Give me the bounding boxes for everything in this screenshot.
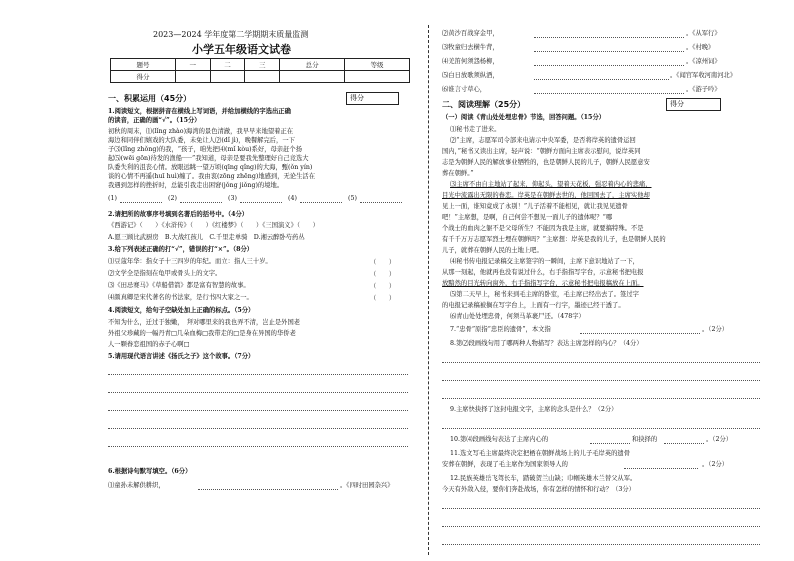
score-col-header: 一 <box>175 59 210 71</box>
q11-end: 。（2分） <box>702 461 729 468</box>
passage-line: 儿子，就葬在朝鲜人民的土地上吧。 <box>442 247 543 254</box>
poem-source: 。《村晚》 <box>686 44 715 51</box>
q7-blank[interactable] <box>580 333 700 334</box>
poem-source: 。《游子吟》 <box>686 86 721 93</box>
q1-title-2: 的读音，正确的画“√”。（15分） <box>108 117 201 124</box>
q3-item: ⑷颜真卿是宋代著名的书法家，是行书四大家之一。 <box>108 294 253 301</box>
q7-text: 7.“忠骨”原指“忠臣的遗骨”，本文指 <box>450 326 551 333</box>
passage-line: ⑶主席不由自主地站了起来，仰起头，望着天花板，强忍着内心的悲痛， <box>450 181 652 188</box>
column-divider <box>428 25 429 555</box>
q10-end: 。（2分） <box>706 436 733 443</box>
q3-item: ⑴豆蔻年华：指女子十三四岁的年纪。而立：指人三十岁。 <box>108 258 272 265</box>
section1-score-box[interactable] <box>346 92 399 105</box>
q11-blank[interactable] <box>624 468 698 469</box>
q8-answer-line[interactable] <box>442 398 760 399</box>
q1-blank-line[interactable] <box>300 202 342 203</box>
q3-answer-paren[interactable]: （ ） <box>370 259 396 266</box>
passage-line: 葬在朝鲜。” <box>442 170 474 177</box>
q10-blank[interactable] <box>590 443 630 444</box>
q4-title: 4.阅读短文，给句子空缺处加上正确的标点。（5分） <box>108 307 255 314</box>
score-table <box>110 58 410 83</box>
poem-source: 。《从军行》 <box>686 30 721 37</box>
passage-line: 目光中流露出无限的眷恋。岸英是在朝鲜去世的，他回国去了，主席实他却 <box>442 192 650 199</box>
reading-title: （一）阅读《青山处处埋忠骨》节选，回答问题。（15分） <box>442 114 606 121</box>
q6-poem-head: ⑴童孙未解供耕织， <box>108 482 165 489</box>
section1-title: 一、积累运用（45分） <box>108 94 192 103</box>
poem-blank[interactable] <box>534 37 684 38</box>
passage-line: 从那一刻起，他就再也没有说过什么，右手指指写字台，示意秘书把电报 <box>442 269 644 276</box>
section2-title: 二、阅读理解（25分） <box>442 100 526 109</box>
passage-line: 国内，”秘书又读出主席，轻声说：“朝鲜方面向主席表示慰问，说岸英同 <box>442 148 641 155</box>
passage-line: 的电报记录稿被搁在写字台上，上面有一行字，墨迹已经干透了。 <box>442 302 625 309</box>
q1-blank-label: (1) <box>108 195 117 202</box>
q1-title: 1.阅读短文，根据拼音在横线上写词语，并给加横线的字选出正确 <box>108 108 291 115</box>
q1-blank-line[interactable] <box>180 202 222 203</box>
score-cell[interactable] <box>345 71 410 83</box>
exam-title: 小学五年级语文试卷 <box>192 43 291 56</box>
score-col-header: 二 <box>210 59 245 71</box>
q2-options: A.愿三顾比武厨房 B.大战红孩儿 C.千里走单骑 D.湘云醉卧芍药丛 <box>108 234 305 241</box>
q6-title: 6.根据诗句默写填空。（6分） <box>108 468 192 475</box>
score-col-header: 题号 <box>111 59 176 71</box>
q2-title: 2.请把所的故事序号填到名著后的括号中。（4分） <box>108 211 249 218</box>
q5-answer-line[interactable] <box>108 428 408 429</box>
q1-blank-label: (4) <box>288 195 297 202</box>
score-cell[interactable] <box>210 71 245 83</box>
score-col-header: 总分 <box>280 59 345 71</box>
score-col-header: 三 <box>245 59 280 71</box>
poem-blank[interactable] <box>534 93 684 94</box>
year-line: 2023—2024 学年度第二学期期末质量监测 <box>153 30 309 39</box>
q1-blank-label: (2) <box>168 195 177 202</box>
passage-line: ⑹青山处处埋忠骨，何须马革裹尸还。（478字） <box>450 313 585 320</box>
q1-line: 我遇到怎样的挫折时，总能引我走出困窘(jǒng jiǒng)的境地。 <box>108 182 284 189</box>
poem-source: 。《闻官军收河南河北》 <box>670 72 737 79</box>
q12-text-2: 今天有外敌入侵，要你们奔赴战场，你有怎样的情怀和行动？（3分） <box>442 486 635 493</box>
q3-title: 3.给下列表述正确的打“√”，错误的打“×”。（8分） <box>108 246 254 253</box>
q3-answer-paren[interactable]: （ ） <box>370 271 396 278</box>
q11-text-2: 安葬在朝鲜，表现了毛主席作为国家领导人的 <box>442 461 568 468</box>
right-column <box>442 0 772 561</box>
poem-head: ⑶牧童归去横牛背， <box>442 44 499 51</box>
q4-line: 不知为什么，迁过于独嫩， 拜对哪里来的我也弄不清，岂止是外国老 <box>108 319 301 326</box>
q4-line: 人一颗眷恋祖国的赤子心啊□ <box>108 341 190 348</box>
q8-text: 8.第⑵段画线句用了哪两种人物描写？表达主席怎样的内心？（4分） <box>450 340 643 347</box>
q10-mid: 和抉择的 <box>632 436 658 443</box>
q12-answer-line[interactable] <box>442 544 760 545</box>
q1-line: 子⑶(lǐng zhǒng)的我，“孩子，咱先把⑷(mǐ kòu)系好，母亲赶个扬 <box>108 146 302 153</box>
q6-poem-source: 。《四时田园杂兴》 <box>340 482 394 489</box>
left-column <box>108 0 418 561</box>
q5-answer-line[interactable] <box>108 392 408 393</box>
passage-line: ⑷秘书传电报记录稿交主席签字的一瞬间，主席下意识地站了一下， <box>450 258 639 265</box>
passage-line: ⑸第二天早上，秘书来到毛主席的卧室，毛主席已经出去了。签过字 <box>450 291 639 298</box>
q12-text: 12.民族英雄岳飞驾长车，踏破贺兰山缺；巾帼英雄木兰替父从军。 <box>450 475 637 482</box>
passage-line: ⑴秘书走了进来。 <box>450 126 501 133</box>
q1-blank-line[interactable] <box>360 202 402 203</box>
q5-answer-line[interactable] <box>108 446 408 447</box>
q9-answer-line[interactable] <box>442 428 760 429</box>
score-box-label: 得分 <box>350 94 364 102</box>
passage-line: 有千千万万志愿军烈士埋在朝鲜吗？”主席想：岸英是我的儿子，也是朝鲜人民的 <box>442 236 666 243</box>
q1-blank-line[interactable] <box>240 202 282 203</box>
poem-blank[interactable] <box>534 65 684 66</box>
q8-answer-line[interactable] <box>442 362 760 363</box>
passage-line: 个战士的血肉之躯不是父母所生？不能因为我是主席，就要搞特殊。不是 <box>442 225 644 232</box>
q5-answer-line[interactable] <box>108 410 408 411</box>
q2-books: 《西游记》（ ）《水浒传》（ ）《红楼梦》（ ）《三国演义》（ ） <box>108 222 319 229</box>
q1-blank-label: (3) <box>228 195 237 202</box>
q3-item: ⑵文学全是指刻在龟甲或骨头上的文字。 <box>108 270 222 277</box>
q8-answer-line[interactable] <box>442 380 760 381</box>
q4-line: 外祖父珍藏的一幅丹青□几朵血梅□我带走的□是身在异国的华侨老 <box>108 330 296 337</box>
q5-answer-line[interactable] <box>108 374 408 375</box>
poem-blank[interactable] <box>534 51 684 52</box>
passage-line: 吧！”主席想，是啊，自己何尝不想见一面儿子的遗体呢？“哪 <box>442 214 613 221</box>
q12-answer-line[interactable] <box>442 508 760 509</box>
q1-line: 初秋的周末，⑴(lǐng zhào)海湾的景色清澈，我早早来地望着正在 <box>108 128 294 135</box>
q10-blank[interactable] <box>664 443 704 444</box>
score-cell[interactable] <box>280 71 345 83</box>
score-box-label: 得分 <box>670 100 684 108</box>
q3-answer-paren[interactable]: （ ） <box>370 295 396 302</box>
passage-line: 志是为朝鲜人民的解放事业牺牲的，也是朝鲜人民的儿子，朝鲜人民愿意安 <box>442 159 650 166</box>
score-col-header: 等级 <box>345 59 410 71</box>
section2-score-box[interactable] <box>666 98 721 111</box>
poem-head: ⑹谁言寸草心， <box>442 86 487 93</box>
poem-head: ⑵黄沙百战穿金甲， <box>442 30 499 37</box>
q3-item: ⑶《田忌赛马》《草船借箭》都是富有智慧的故事。 <box>108 282 250 289</box>
poem-source: 。《凉州词》 <box>686 58 721 65</box>
passage-line: ⑵“主席，志愿军司令部来电请示中央军委，是否将岸英的遗骨运回 <box>450 137 636 144</box>
poem-blank[interactable] <box>534 79 669 80</box>
passage-line: 见上一面，谁知竟成了永别！”儿子活着不能相见，就让我见见遗骨 <box>442 203 628 210</box>
q1-line: 海边和同伴们嬉戏的大队委，未免让人⑵(dǐ jì)，晚餐解完后，一下 <box>108 137 295 144</box>
q10-text: 10.第⑷段画线句表达了主席内心的 <box>450 436 549 443</box>
q1-line: 谈的心情不再遥(huī huì)缠了。我由衷(zōng zhēng)地感到，无论生活在 <box>108 173 315 180</box>
poem-head: ⑷羌笛何须怨杨柳， <box>442 58 499 65</box>
q9-text: 9.主席快抉择了这封电报文字，主席的念头是什么？（2分） <box>450 406 618 413</box>
q1-line: 起⑸(wēi gōn)待发的渔船·····”我知道，母亲是要我先整理好自己竞选大 <box>108 155 309 162</box>
score-cell[interactable] <box>175 71 210 83</box>
q5-title: 5.请用现代语言讲述《扬氏之子》这个故事。（7分） <box>108 353 255 360</box>
q1-line: 队委失利的沮丧心情。放眼远眺一望万顷(qīng qǐng)的大海，甄(ǒn yín) <box>108 164 313 171</box>
q12-answer-line[interactable] <box>442 526 760 527</box>
score-row-label: 得分 <box>111 71 176 83</box>
q3-answer-paren[interactable]: （ ） <box>370 283 396 290</box>
passage-line: 放黯然的目光转向窗外，右手指指写字台，示意秘书把电报稿放在上面。 <box>442 280 644 287</box>
q11-text: 11.选文写毛主席最终决定把栖在朝鲜战场上的儿子毛岸英的遗骨 <box>450 450 631 457</box>
q1-blank-label: (5) <box>348 195 357 202</box>
q7-end: 。（2分） <box>702 326 729 333</box>
poem-head: ⑸白日放歌须纵酒， <box>442 72 499 79</box>
q1-blank-line[interactable] <box>120 202 162 203</box>
score-cell[interactable] <box>245 71 280 83</box>
q6-poem-blank[interactable] <box>198 489 338 490</box>
